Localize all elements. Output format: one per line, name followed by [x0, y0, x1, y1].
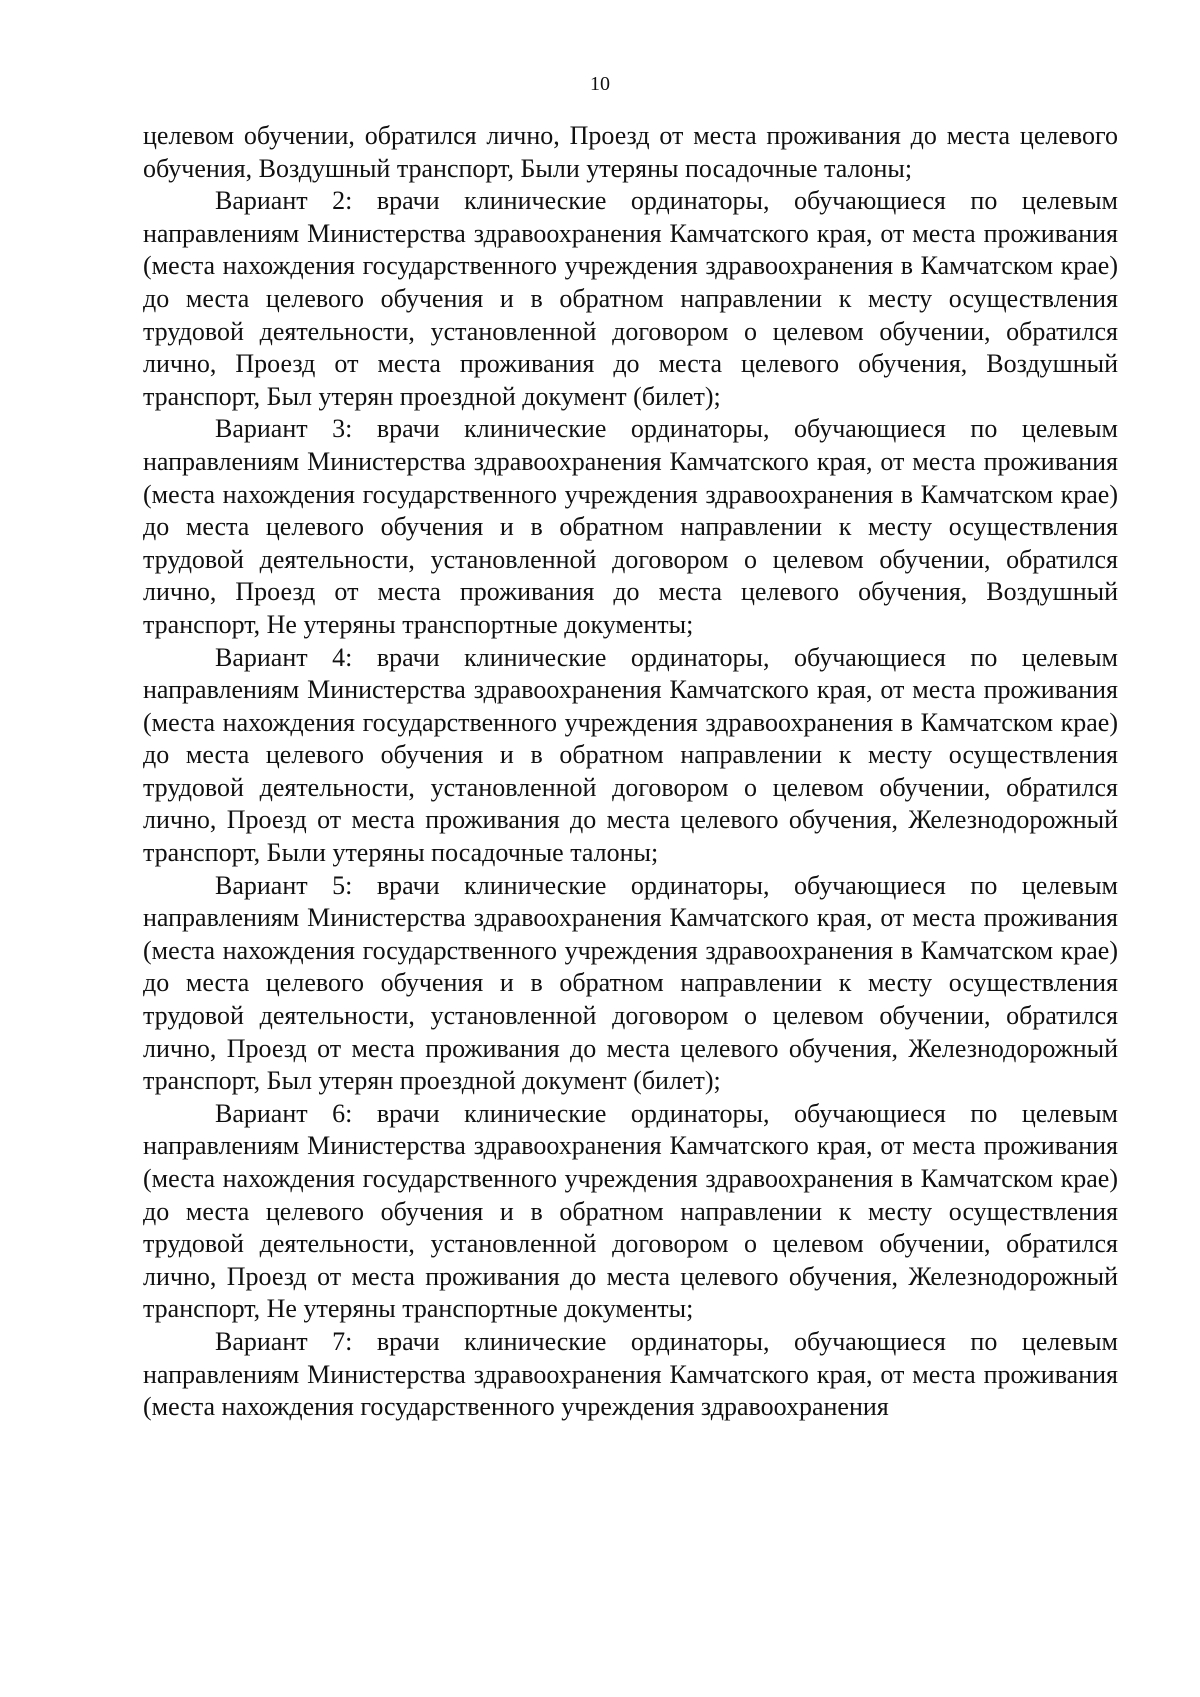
- paragraph-variant-4: Вариант 4: врачи клинические ординаторы, обучающиеся по целевым направлениям Министерства здравоохранения Камчатского края, от места проживания (места нахождения государственного учреждения здравоохранения в Камчатском крае) до места целевого обучения и в обратном направлении к месту осуществления трудовой деятельности, установленной договором о целевом обучении, обратился лично, Проезд от места проживания до места целевого обучения, Железнодорожный транспорт, Были утеряны посадочные талоны;: [143, 642, 1118, 868]
- paragraph-variant-5: Вариант 5: врачи клинические ординаторы, обучающиеся по целевым направлениям Министерства здравоохранения Камчатского края, от места проживания (места нахождения государственного учреждения здравоохранения в Камчатском крае) до места целевого обучения и в обратном направлении к месту осуществления трудовой деятельности, установленной договором о целевом обучении, обратился лично, Проезд от места проживания до места целевого обучения, Железнодорожный транспорт, Был утерян проездной документ (билет);: [143, 870, 1118, 1096]
- paragraph-variant-7: Вариант 7: врачи клинические ординаторы, обучающиеся по целевым направлениям Министерства здравоохранения Камчатского края, от места проживания (места нахождения государственного учреждения здравоохранения: [143, 1326, 1118, 1422]
- paragraph-variant-6: Вариант 6: врачи клинические ординаторы, обучающиеся по целевым направлениям Министерства здравоохранения Камчатского края, от места проживания (места нахождения государственного учреждения здравоохранения в Камчатском крае) до места целевого обучения и в обратном направлении к месту осуществления трудовой деятельности, установленной договором о целевом обучении, обратился лично, Проезд от места проживания до места целевого обучения, Железнодорожный транспорт, Не утеряны транспортные документы;: [143, 1098, 1118, 1324]
- paragraph-variant-3: Вариант 3: врачи клинические ординаторы, обучающиеся по целевым направлениям Министерства здравоохранения Камчатского края, от места проживания (места нахождения государственного учреждения здравоохранения в Камчатском крае) до места целевого обучения и в обратном направлении к месту осуществления трудовой деятельности, установленной договором о целевом обучении, обратился лично, Проезд от места проживания до места целевого обучения, Воздушный транспорт, Не утеряны транспортные документы;: [143, 414, 1118, 639]
- document-body: [143, 120, 1118, 1424]
- paragraph-continued: целевом обучении, обратился лично, Проезд от места проживания до места целевого обучения, Воздушный транспорт, Были утеряны посадочные талоны;: [143, 121, 1118, 183]
- page-number: 10: [590, 73, 610, 95]
- paragraph-variant-2: Вариант 2: врачи клинические ординаторы, обучающиеся по целевым направлениям Министерства здравоохранения Камчатского края, от места проживания (места нахождения государственного учреждения здравоохранения в Камчатском крае) до места целевого обучения и в обратном направлении к месту осуществления трудовой деятельности, установленной договором о целевом обучении, обратился лично, Проезд от места проживания до места целевого обучения, Воздушный транспорт, Был утерян проездной документ (билет);: [143, 186, 1118, 411]
